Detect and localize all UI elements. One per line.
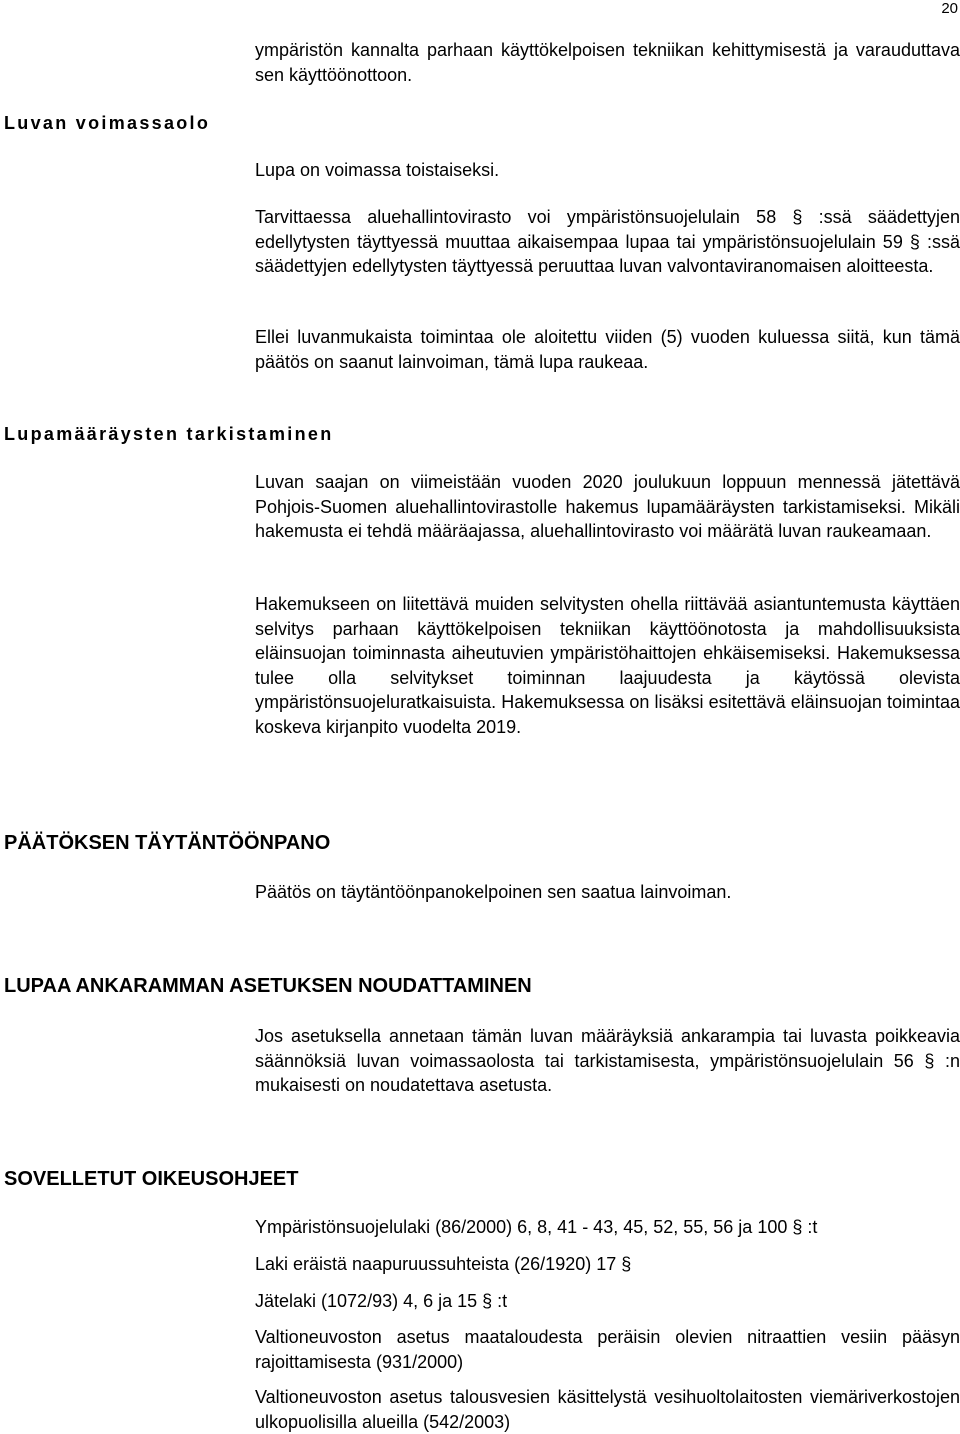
legal-rule-item: Jätelaki (1072/93) 4, 6 ja 15 § :t [255,1291,508,1311]
page-number: 20 [941,0,958,17]
section-heading-legal-rules: SOVELLETUT OIKEUSOHJEET [4,1168,299,1190]
legal-rule-item: Valtioneuvoston asetus maataloudesta peräisin olevien nitraattien vesiin pääsyn rajoittamisesta (931/2000) [255,1327,960,1372]
stricter-decree-paragraph: Jos asetuksella annetaan tämän luvan määräyksiä ankarampia tai luvasta poikkeavia säännöksiä luvan voimassaolosta tai tarkistamisesta, ympäristönsuojelulain 56 § :n mukaisesti on noudatettava asetusta. [255,1026,960,1095]
legal-rule-item: Laki eräistä naapuruussuhteista (26/1920) 17 § [255,1254,632,1274]
section-heading-validity: Luvan voimassaolo [4,113,211,133]
section-heading-review: Lupamääräysten tarkistaminen [4,424,334,444]
validity-paragraph-2: Tarvittaessa aluehallintovirasto voi ympäristönsuojelulain 58 § :ssä säädettyjen edellytysten täyttyessä muuttaa aikaisempaa lupaa tai ympäristönsuojelulain 59 § :ssä säädettyjen edellytysten täyttyessä peruuttaa luvan valvontaviranomaisen aloitteesta. [255,207,960,276]
review-paragraph-1: Luvan saajan on viimeistään vuoden 2020 joulukuun loppuun mennessä jätettävä Pohjois-Suomen aluehallintovirastolle hakemus lupamääräysten tarkistamiseksi. Mikäli hakemusta ei tehdä määräajassa, aluehallintovirasto voi määrätä luvan raukeamaan. [255,472,960,541]
legal-rule-item: Valtioneuvoston asetus talousvesien käsittelystä vesihuoltolaitosten viemäriverkostojen ulkopuolisilla alueilla (542/2003) [255,1387,960,1432]
validity-paragraph-3: Ellei luvanmukaista toimintaa ole aloitettu viiden (5) vuoden kuluessa siitä, kun tämä päätös on saanut lainvoiman, tämä lupa raukeaa. [255,327,960,372]
validity-paragraph-1: Lupa on voimassa toistaiseksi. [255,160,500,180]
section-heading-stricter-decree: LUPAA ANKARAMMAN ASETUKSEN NOUDATTAMINEN [4,975,532,997]
legal-rule-item: Ympäristönsuojelulaki (86/2000) 6, 8, 41 - 43, 45, 52, 55, 56 ja 100 § :t [255,1217,818,1237]
review-paragraph-2: Hakemukseen on liitettävä muiden selvitysten ohella riittävää asiantuntemusta käyttäen selvitys parhaan käyttökelpoisen tekniikan käyttöönotosta ja mahdollisuuksista eläinsuojan toiminnasta aiheutuvien ympäristöhaittojen ehkäisemiseksi. Hakemuksessa tulee olla selvitykset toiminnan laajuudesta ja käytössä olevista ympäristönsuojeluratkaisuista. Hakemuksessa on lisäksi esitettävä eläinsuojan toimintaa koskeva kirjanpito vuodelta 2019. [255,594,960,737]
intro-paragraph: ympäristön kannalta parhaan käyttökelpoisen tekniikan kehittymisestä ja varauduttava sen käyttöönottoon. [255,40,960,85]
enforcement-paragraph: Päätös on täytäntöönpanokelpoinen sen saatua lainvoiman. [255,882,732,902]
section-heading-enforcement: PÄÄTÖKSEN TÄYTÄNTÖÖNPANO [4,832,331,854]
